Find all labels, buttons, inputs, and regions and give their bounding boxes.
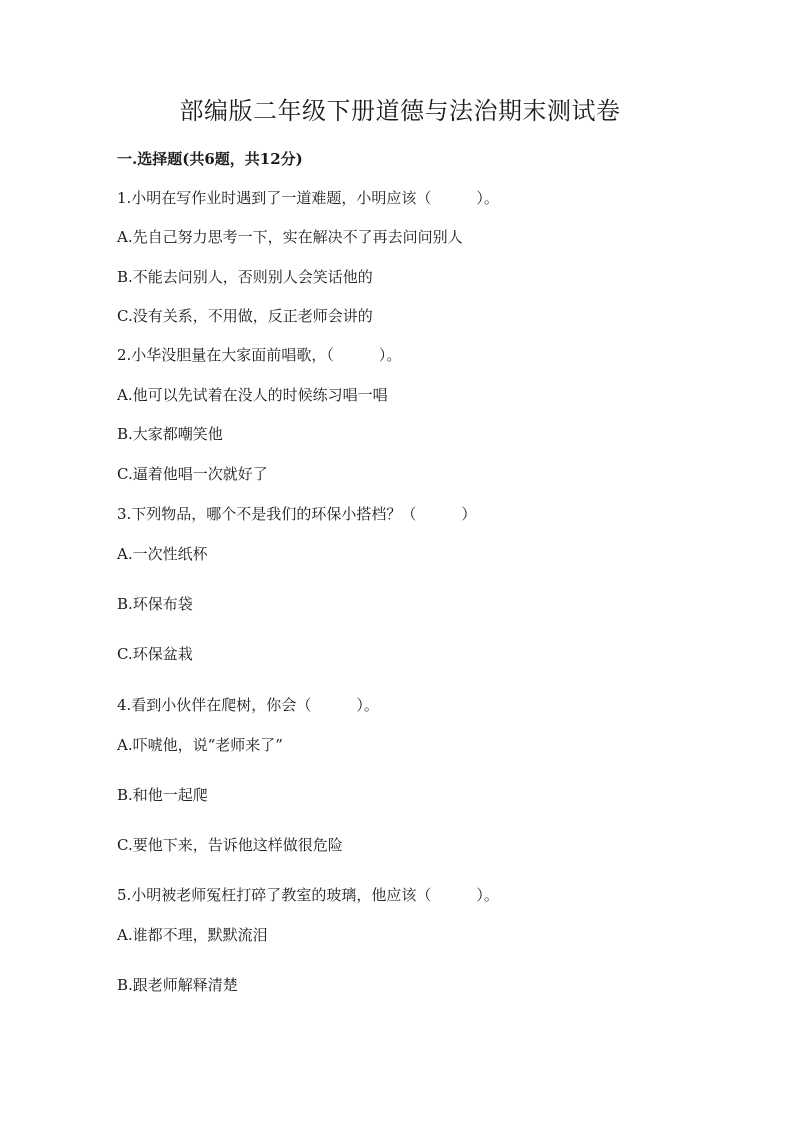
- question-5-option-a: A.谁都不理，默默流泪: [117, 926, 268, 944]
- question-4-option-a: A.吓唬他，说“老师来了”: [117, 736, 283, 754]
- question-4-option-b: B.和他一起爬: [117, 786, 208, 804]
- question-3-option-a: A.一次性纸杯: [117, 545, 208, 563]
- question-4-option-c: C.要他下来，告诉他这样做很危险: [117, 836, 343, 854]
- question-1-option-b: B.不能去问别人，否则别人会笑话他的: [117, 268, 373, 286]
- question-2-option-c: C.逼着他唱一次就好了: [117, 465, 268, 483]
- question-1-option-a: A.先自己努力思考一下，实在解决不了再去问问别人: [117, 228, 463, 246]
- question-5-option-b: B.跟老师解释清楚: [117, 976, 238, 994]
- question-3-option-c: C.环保盆栽: [117, 645, 193, 663]
- page-title: 部编版二年级下册道德与法治期末测试卷: [179, 97, 621, 125]
- question-4-stem: 4.看到小伙伴在爬树，你会（ ）。: [117, 696, 379, 714]
- question-1-stem: 1.小明在写作业时遇到了一道难题，小明应该（ ）。: [117, 189, 499, 207]
- question-5-stem: 5.小明被老师冤枉打碎了教室的玻璃，他应该（ ）。: [117, 886, 499, 904]
- section-heading: 一.选择题(共6题，共12分): [117, 150, 303, 168]
- question-3-option-b: B.环保布袋: [117, 595, 193, 613]
- question-2-stem: 2.小华没胆量在大家面前唱歌，（ ）。: [117, 346, 402, 364]
- question-2-option-b: B.大家都嘲笑他: [117, 425, 223, 443]
- question-3-stem: 3.下列物品，哪个不是我们的环保小搭档？（ ）: [117, 505, 477, 523]
- question-2-option-a: A.他可以先试着在没人的时候练习唱一唱: [117, 386, 388, 404]
- question-1-option-c: C.没有关系，不用做，反正老师会讲的: [117, 307, 373, 325]
